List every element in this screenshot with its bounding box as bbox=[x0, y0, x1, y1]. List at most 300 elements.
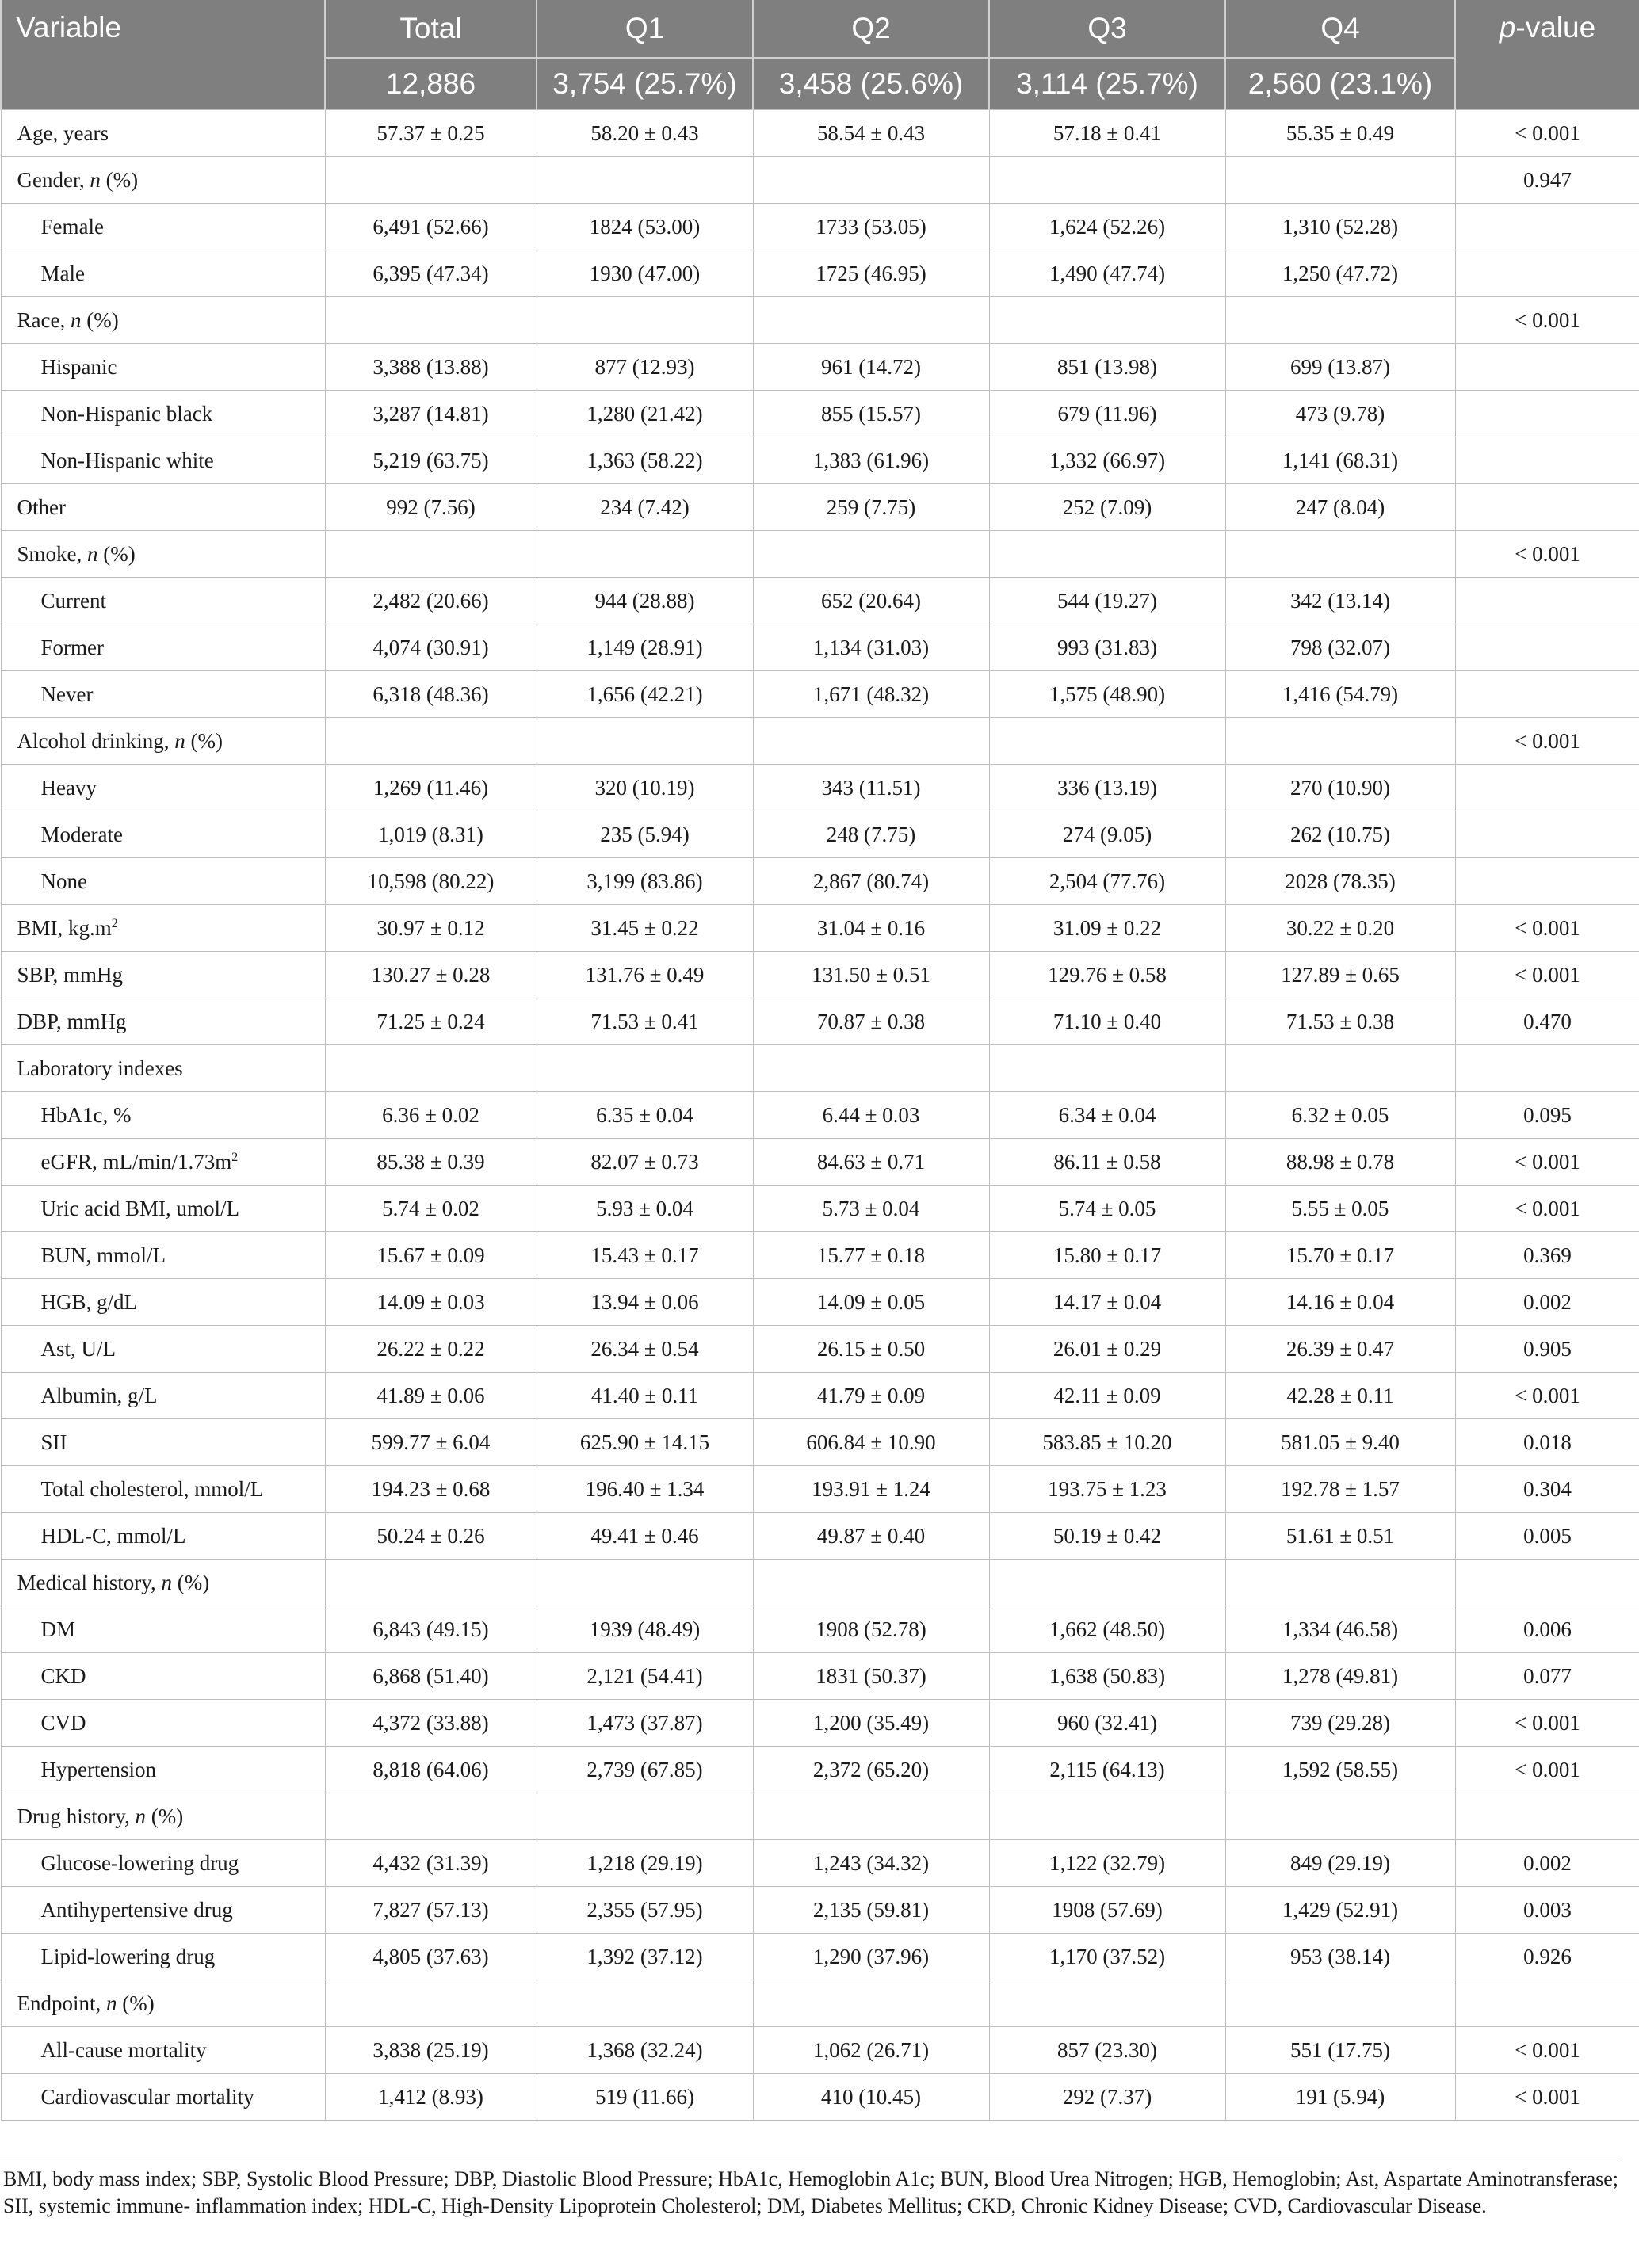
cell-pvalue: 0.018 bbox=[1455, 1419, 1639, 1466]
table-row bbox=[1, 1606, 1639, 1653]
row-label-text: Medical history, bbox=[17, 1570, 162, 1594]
cell-q3: 1,638 (50.83) bbox=[989, 1653, 1225, 1700]
row-label bbox=[1, 1092, 325, 1139]
row-label bbox=[1, 578, 325, 624]
cell-pvalue bbox=[1455, 437, 1639, 484]
table-row bbox=[1, 531, 1639, 578]
cell-pvalue: 0.095 bbox=[1455, 1092, 1639, 1139]
cell-q2: 26.15 ± 0.50 bbox=[753, 1326, 989, 1373]
cell-q4: 55.35 ± 0.49 bbox=[1225, 110, 1455, 157]
row-label bbox=[1, 858, 325, 905]
row-label bbox=[1, 1232, 325, 1279]
row-label-text: Current bbox=[40, 588, 106, 613]
cell-q1 bbox=[537, 1045, 753, 1092]
cell-q1: 1,473 (37.87) bbox=[537, 1700, 753, 1747]
row-label bbox=[1, 157, 325, 204]
row-label bbox=[1, 1700, 325, 1747]
cell-q2: 15.77 ± 0.18 bbox=[753, 1232, 989, 1279]
table-row bbox=[1, 1045, 1639, 1092]
row-label-text: Gender, bbox=[17, 167, 90, 192]
row-label-text: SII bbox=[40, 1430, 67, 1454]
cell-q4: 1,592 (58.55) bbox=[1225, 1747, 1455, 1793]
cell-q3: 42.11 ± 0.09 bbox=[989, 1373, 1225, 1419]
table-row bbox=[1, 811, 1639, 858]
table-row bbox=[1, 1373, 1639, 1419]
cell-total: 4,432 (31.39) bbox=[325, 1840, 537, 1887]
table-row bbox=[1, 110, 1639, 157]
header-q3: Q3 bbox=[989, 0, 1225, 58]
cell-total bbox=[325, 297, 537, 344]
row-label bbox=[1, 1887, 325, 1934]
cell-q3 bbox=[989, 531, 1225, 578]
row-label-text: Non-Hispanic white bbox=[40, 448, 214, 472]
cell-q3: 274 (9.05) bbox=[989, 811, 1225, 858]
row-label-text: DM bbox=[40, 1617, 76, 1641]
cell-pvalue bbox=[1455, 578, 1639, 624]
cell-q2: 2,372 (65.20) bbox=[753, 1747, 989, 1793]
row-label bbox=[1, 1373, 325, 1419]
cell-q1 bbox=[537, 1560, 753, 1606]
table-body bbox=[1, 110, 1639, 2121]
cell-q1: 519 (11.66) bbox=[537, 2074, 753, 2121]
cell-total: 10,598 (80.22) bbox=[325, 858, 537, 905]
row-label bbox=[1, 718, 325, 765]
table-row bbox=[1, 765, 1639, 811]
row-label-text: None bbox=[40, 869, 87, 893]
row-label-text: Former bbox=[40, 635, 104, 659]
cell-q3: 15.80 ± 0.17 bbox=[989, 1232, 1225, 1279]
cell-total: 3,388 (13.88) bbox=[325, 344, 537, 391]
cell-q3: 851 (13.98) bbox=[989, 344, 1225, 391]
cell-q2: 1,200 (35.49) bbox=[753, 1700, 989, 1747]
cell-q4: 30.22 ± 0.20 bbox=[1225, 905, 1455, 952]
cell-total: 992 (7.56) bbox=[325, 484, 537, 531]
row-label bbox=[1, 1747, 325, 1793]
cell-total: 6,491 (52.66) bbox=[325, 204, 537, 250]
cell-q3: 1,662 (48.50) bbox=[989, 1606, 1225, 1653]
cell-total: 5.74 ± 0.02 bbox=[325, 1186, 537, 1232]
row-label-text: Male bbox=[40, 261, 85, 285]
cell-q4: 26.39 ± 0.47 bbox=[1225, 1326, 1455, 1373]
cell-pvalue: 0.006 bbox=[1455, 1606, 1639, 1653]
cell-q3: 1,624 (52.26) bbox=[989, 204, 1225, 250]
row-label-text: Albumin, g/L bbox=[40, 1383, 158, 1407]
cell-q1: 2,121 (54.41) bbox=[537, 1653, 753, 1700]
cell-q4: 270 (10.90) bbox=[1225, 765, 1455, 811]
row-label bbox=[1, 1606, 325, 1653]
row-label bbox=[1, 998, 325, 1045]
cell-q3: 26.01 ± 0.29 bbox=[989, 1326, 1225, 1373]
row-label bbox=[1, 905, 325, 952]
cell-q1: 877 (12.93) bbox=[537, 344, 753, 391]
cell-q2: 343 (11.51) bbox=[753, 765, 989, 811]
cell-q2 bbox=[753, 1560, 989, 1606]
cell-pvalue bbox=[1455, 1980, 1639, 2027]
cell-q3: 993 (31.83) bbox=[989, 624, 1225, 671]
cell-pvalue bbox=[1455, 671, 1639, 718]
cell-q4: 1,416 (54.79) bbox=[1225, 671, 1455, 718]
cell-q2: 6.44 ± 0.03 bbox=[753, 1092, 989, 1139]
row-label bbox=[1, 2074, 325, 2121]
row-label-text: All-cause mortality bbox=[40, 2037, 207, 2062]
cell-q2: 14.09 ± 0.05 bbox=[753, 1279, 989, 1326]
cell-q4: 798 (32.07) bbox=[1225, 624, 1455, 671]
cell-q2: 5.73 ± 0.04 bbox=[753, 1186, 989, 1232]
table-row bbox=[1, 905, 1639, 952]
row-label-suffix: (%) bbox=[117, 1991, 155, 2015]
table-row bbox=[1, 1793, 1639, 1840]
cell-q4: 739 (29.28) bbox=[1225, 1700, 1455, 1747]
row-label-italic: n bbox=[135, 1804, 146, 1828]
cell-q4: 6.32 ± 0.05 bbox=[1225, 1092, 1455, 1139]
header-pvalue-italic: p bbox=[1499, 11, 1516, 44]
table-header bbox=[1, 0, 1639, 110]
cell-pvalue: 0.002 bbox=[1455, 1840, 1639, 1887]
cell-q3: 1,575 (48.90) bbox=[989, 671, 1225, 718]
cell-q3: 857 (23.30) bbox=[989, 2027, 1225, 2074]
cell-q1: 1,392 (37.12) bbox=[537, 1934, 753, 1980]
row-label-superscript: 2 bbox=[111, 916, 118, 930]
row-label-text: Heavy bbox=[40, 775, 97, 800]
cell-q1: 320 (10.19) bbox=[537, 765, 753, 811]
cell-q2: 961 (14.72) bbox=[753, 344, 989, 391]
cell-total: 1,019 (8.31) bbox=[325, 811, 537, 858]
row-label bbox=[1, 671, 325, 718]
row-label-text: Non-Hispanic black bbox=[40, 401, 213, 426]
table-row bbox=[1, 437, 1639, 484]
table-row bbox=[1, 1092, 1639, 1139]
table-row bbox=[1, 2027, 1639, 2074]
cell-q3: 292 (7.37) bbox=[989, 2074, 1225, 2121]
row-label-text: BMI, kg.m bbox=[17, 915, 112, 940]
header-q4: Q4 bbox=[1225, 0, 1455, 58]
cell-q2: 41.79 ± 0.09 bbox=[753, 1373, 989, 1419]
cell-total: 71.25 ± 0.24 bbox=[325, 998, 537, 1045]
row-label bbox=[1, 531, 325, 578]
cell-q4: 473 (9.78) bbox=[1225, 391, 1455, 437]
cell-pvalue: < 0.001 bbox=[1455, 1700, 1639, 1747]
header-q2: Q2 bbox=[753, 0, 989, 58]
table-row bbox=[1, 1326, 1639, 1373]
row-label-text: Hispanic bbox=[40, 354, 117, 379]
cell-q1: 49.41 ± 0.46 bbox=[537, 1513, 753, 1560]
row-label-text: Alcohol drinking, bbox=[17, 728, 175, 753]
row-label-text: Never bbox=[40, 682, 94, 706]
cell-q4 bbox=[1225, 157, 1455, 204]
cell-total: 6,318 (48.36) bbox=[325, 671, 537, 718]
row-label-text: Female bbox=[40, 214, 104, 239]
table-row bbox=[1, 1513, 1639, 1560]
cell-pvalue bbox=[1455, 344, 1639, 391]
cell-q4: 1,250 (47.72) bbox=[1225, 250, 1455, 297]
table-row bbox=[1, 858, 1639, 905]
cell-q1: 58.20 ± 0.43 bbox=[537, 110, 753, 157]
row-label bbox=[1, 1980, 325, 2027]
cell-q4: 247 (8.04) bbox=[1225, 484, 1455, 531]
cell-pvalue bbox=[1455, 765, 1639, 811]
cell-pvalue: 0.304 bbox=[1455, 1466, 1639, 1513]
row-label-text: Laboratory indexes bbox=[17, 1056, 183, 1080]
cell-q4: 581.05 ± 9.40 bbox=[1225, 1419, 1455, 1466]
cell-q1 bbox=[537, 531, 753, 578]
cell-q1: 1,280 (21.42) bbox=[537, 391, 753, 437]
cell-total: 6,868 (51.40) bbox=[325, 1653, 537, 1700]
cell-q1: 6.35 ± 0.04 bbox=[537, 1092, 753, 1139]
cell-q2: 49.87 ± 0.40 bbox=[753, 1513, 989, 1560]
row-label bbox=[1, 811, 325, 858]
table-row bbox=[1, 718, 1639, 765]
header-n-q3: 3,114 (25.7%) bbox=[989, 58, 1225, 110]
cell-pvalue: 0.470 bbox=[1455, 998, 1639, 1045]
cell-q4: 849 (29.19) bbox=[1225, 1840, 1455, 1887]
cell-pvalue: 0.926 bbox=[1455, 1934, 1639, 1980]
row-label-text: Cardiovascular mortality bbox=[40, 2084, 254, 2109]
table-row bbox=[1, 1279, 1639, 1326]
header-n-q2: 3,458 (25.6%) bbox=[753, 58, 989, 110]
cell-q3: 5.74 ± 0.05 bbox=[989, 1186, 1225, 1232]
cell-q4 bbox=[1225, 1045, 1455, 1092]
table-row bbox=[1, 1419, 1639, 1466]
cell-q4: 51.61 ± 0.51 bbox=[1225, 1513, 1455, 1560]
row-label bbox=[1, 1560, 325, 1606]
cell-q2: 193.91 ± 1.24 bbox=[753, 1466, 989, 1513]
row-label-italic: n bbox=[174, 728, 185, 753]
cell-total: 15.67 ± 0.09 bbox=[325, 1232, 537, 1279]
cell-q1: 234 (7.42) bbox=[537, 484, 753, 531]
row-label-suffix: (%) bbox=[97, 541, 136, 566]
cell-q1: 2,355 (57.95) bbox=[537, 1887, 753, 1934]
cell-q2: 248 (7.75) bbox=[753, 811, 989, 858]
table-row bbox=[1, 1186, 1639, 1232]
row-label-text: Moderate bbox=[40, 822, 123, 846]
header-variable: Variable bbox=[1, 0, 325, 110]
row-label-suffix: (%) bbox=[185, 728, 223, 753]
row-label-text: CVD bbox=[40, 1710, 86, 1735]
row-label bbox=[1, 250, 325, 297]
cell-q2 bbox=[753, 531, 989, 578]
cell-pvalue: < 0.001 bbox=[1455, 718, 1639, 765]
row-label-text: Glucose-lowering drug bbox=[40, 1850, 239, 1875]
cell-q2 bbox=[753, 297, 989, 344]
cell-q4: 127.89 ± 0.65 bbox=[1225, 952, 1455, 998]
cell-total: 8,818 (64.06) bbox=[325, 1747, 537, 1793]
table-row bbox=[1, 1747, 1639, 1793]
row-label bbox=[1, 952, 325, 998]
cell-q1: 1,363 (58.22) bbox=[537, 437, 753, 484]
row-label-text: Hypertension bbox=[40, 1757, 156, 1781]
cell-total bbox=[325, 531, 537, 578]
cell-q2: 2,867 (80.74) bbox=[753, 858, 989, 905]
cell-q4 bbox=[1225, 1980, 1455, 2027]
cell-q4: 1,429 (52.91) bbox=[1225, 1887, 1455, 1934]
row-label-text: Race, bbox=[17, 307, 71, 332]
cell-q3: 57.18 ± 0.41 bbox=[989, 110, 1225, 157]
cell-q3: 14.17 ± 0.04 bbox=[989, 1279, 1225, 1326]
cell-total: 14.09 ± 0.03 bbox=[325, 1279, 537, 1326]
cell-q2: 652 (20.64) bbox=[753, 578, 989, 624]
table-row bbox=[1, 1840, 1639, 1887]
cell-total: 1,412 (8.93) bbox=[325, 2074, 537, 2121]
table-row bbox=[1, 297, 1639, 344]
row-label-suffix: (%) bbox=[100, 167, 139, 192]
table-row bbox=[1, 157, 1639, 204]
header-n-q4: 2,560 (23.1%) bbox=[1225, 58, 1455, 110]
table-row bbox=[1, 624, 1639, 671]
cell-pvalue bbox=[1455, 1560, 1639, 1606]
cell-pvalue: < 0.001 bbox=[1455, 1186, 1639, 1232]
row-label-text: Ast, U/L bbox=[40, 1336, 116, 1361]
cell-q3: 679 (11.96) bbox=[989, 391, 1225, 437]
cell-q4: 699 (13.87) bbox=[1225, 344, 1455, 391]
cell-q4: 5.55 ± 0.05 bbox=[1225, 1186, 1455, 1232]
cell-q3: 336 (13.19) bbox=[989, 765, 1225, 811]
cell-pvalue: < 0.001 bbox=[1455, 2027, 1639, 2074]
row-label-text: Other bbox=[17, 494, 66, 519]
cell-q2: 1,671 (48.32) bbox=[753, 671, 989, 718]
cell-q1: 31.45 ± 0.22 bbox=[537, 905, 753, 952]
cell-q3: 50.19 ± 0.42 bbox=[989, 1513, 1225, 1560]
cell-q1: 944 (28.88) bbox=[537, 578, 753, 624]
cell-pvalue: < 0.001 bbox=[1455, 531, 1639, 578]
cell-q1: 1,149 (28.91) bbox=[537, 624, 753, 671]
cell-q3: 2,504 (77.76) bbox=[989, 858, 1225, 905]
cell-q3 bbox=[989, 157, 1225, 204]
cell-q3: 1908 (57.69) bbox=[989, 1887, 1225, 1934]
cell-q3: 1,332 (66.97) bbox=[989, 437, 1225, 484]
cell-q2: 2,135 (59.81) bbox=[753, 1887, 989, 1934]
cell-pvalue: 0.905 bbox=[1455, 1326, 1639, 1373]
cell-q4: 2028 (78.35) bbox=[1225, 858, 1455, 905]
cell-q3: 252 (7.09) bbox=[989, 484, 1225, 531]
row-label bbox=[1, 1466, 325, 1513]
cell-total: 599.77 ± 6.04 bbox=[325, 1419, 537, 1466]
cell-q4 bbox=[1225, 1560, 1455, 1606]
cell-total: 1,269 (11.46) bbox=[325, 765, 537, 811]
cell-q4: 953 (38.14) bbox=[1225, 1934, 1455, 1980]
row-label-italic: n bbox=[90, 167, 101, 192]
cell-q3: 31.09 ± 0.22 bbox=[989, 905, 1225, 952]
row-label bbox=[1, 391, 325, 437]
cell-q2: 259 (7.75) bbox=[753, 484, 989, 531]
cell-q2: 410 (10.45) bbox=[753, 2074, 989, 2121]
header-n-total: 12,886 bbox=[325, 58, 537, 110]
cell-q4: 191 (5.94) bbox=[1225, 2074, 1455, 2121]
cell-total: 3,287 (14.81) bbox=[325, 391, 537, 437]
row-label-text: Antihypertensive drug bbox=[40, 1897, 233, 1922]
cell-q3 bbox=[989, 1980, 1225, 2027]
cell-q2: 1725 (46.95) bbox=[753, 250, 989, 297]
row-label-italic: n bbox=[161, 1570, 172, 1594]
table-row bbox=[1, 1560, 1639, 1606]
cell-q3: 129.76 ± 0.58 bbox=[989, 952, 1225, 998]
cell-q1: 131.76 ± 0.49 bbox=[537, 952, 753, 998]
cell-pvalue bbox=[1455, 858, 1639, 905]
cell-q1: 1,218 (29.19) bbox=[537, 1840, 753, 1887]
cell-q4: 14.16 ± 0.04 bbox=[1225, 1279, 1455, 1326]
cell-pvalue bbox=[1455, 811, 1639, 858]
cell-total: 7,827 (57.13) bbox=[325, 1887, 537, 1934]
cell-q1: 5.93 ± 0.04 bbox=[537, 1186, 753, 1232]
cell-q2: 1831 (50.37) bbox=[753, 1653, 989, 1700]
cell-q2 bbox=[753, 1980, 989, 2027]
table-row bbox=[1, 391, 1639, 437]
table-row bbox=[1, 1887, 1639, 1934]
cell-pvalue: 0.077 bbox=[1455, 1653, 1639, 1700]
cell-q3 bbox=[989, 718, 1225, 765]
cell-total: 57.37 ± 0.25 bbox=[325, 110, 537, 157]
cell-pvalue: < 0.001 bbox=[1455, 297, 1639, 344]
row-label-text: Drug history, bbox=[17, 1804, 136, 1828]
row-label bbox=[1, 297, 325, 344]
row-label bbox=[1, 1186, 325, 1232]
cell-q4: 71.53 ± 0.38 bbox=[1225, 998, 1455, 1045]
table-row bbox=[1, 952, 1639, 998]
cell-q4: 192.78 ± 1.57 bbox=[1225, 1466, 1455, 1513]
row-label bbox=[1, 2027, 325, 2074]
cell-q1: 1939 (48.49) bbox=[537, 1606, 753, 1653]
header-row-groups bbox=[1, 0, 1639, 58]
row-label bbox=[1, 204, 325, 250]
cell-total bbox=[325, 1980, 537, 2027]
row-label bbox=[1, 1139, 325, 1186]
row-label bbox=[1, 1326, 325, 1373]
cell-q2: 70.87 ± 0.38 bbox=[753, 998, 989, 1045]
cell-q1 bbox=[537, 1980, 753, 2027]
row-label bbox=[1, 1793, 325, 1840]
cell-total bbox=[325, 1045, 537, 1092]
row-label bbox=[1, 344, 325, 391]
cell-q2: 1,243 (34.32) bbox=[753, 1840, 989, 1887]
cell-q2: 1908 (52.78) bbox=[753, 1606, 989, 1653]
cell-total: 6,395 (47.34) bbox=[325, 250, 537, 297]
row-label bbox=[1, 1653, 325, 1700]
cell-pvalue: < 0.001 bbox=[1455, 905, 1639, 952]
row-label-italic: n bbox=[87, 541, 98, 566]
row-label bbox=[1, 484, 325, 531]
cell-q3: 583.85 ± 10.20 bbox=[989, 1419, 1225, 1466]
cell-q2: 855 (15.57) bbox=[753, 391, 989, 437]
cell-pvalue bbox=[1455, 391, 1639, 437]
row-label bbox=[1, 1045, 325, 1092]
cell-q4 bbox=[1225, 1793, 1455, 1840]
cell-pvalue: < 0.001 bbox=[1455, 1139, 1639, 1186]
cell-q1: 41.40 ± 0.11 bbox=[537, 1373, 753, 1419]
cell-total: 2,482 (20.66) bbox=[325, 578, 537, 624]
row-label bbox=[1, 765, 325, 811]
cell-q2 bbox=[753, 718, 989, 765]
row-label-text: Smoke, bbox=[17, 541, 88, 566]
table-row bbox=[1, 484, 1639, 531]
cell-q2: 1,134 (31.03) bbox=[753, 624, 989, 671]
cell-q3: 6.34 ± 0.04 bbox=[989, 1092, 1225, 1139]
table-row bbox=[1, 671, 1639, 718]
cell-q3: 193.75 ± 1.23 bbox=[989, 1466, 1225, 1513]
cell-q4: 342 (13.14) bbox=[1225, 578, 1455, 624]
cell-total: 6.36 ± 0.02 bbox=[325, 1092, 537, 1139]
cell-pvalue: < 0.001 bbox=[1455, 1747, 1639, 1793]
table-row bbox=[1, 204, 1639, 250]
row-label-text: Total cholesterol, mmol/L bbox=[40, 1476, 264, 1501]
cell-q1: 235 (5.94) bbox=[537, 811, 753, 858]
cell-total: 130.27 ± 0.28 bbox=[325, 952, 537, 998]
cell-q2: 31.04 ± 0.16 bbox=[753, 905, 989, 952]
row-label-text: Lipid-lowering drug bbox=[40, 1944, 216, 1968]
cell-total: 30.97 ± 0.12 bbox=[325, 905, 537, 952]
row-label-text: HDL-C, mmol/L bbox=[40, 1523, 186, 1548]
cell-q1 bbox=[537, 157, 753, 204]
row-label bbox=[1, 437, 325, 484]
cell-pvalue: 0.005 bbox=[1455, 1513, 1639, 1560]
